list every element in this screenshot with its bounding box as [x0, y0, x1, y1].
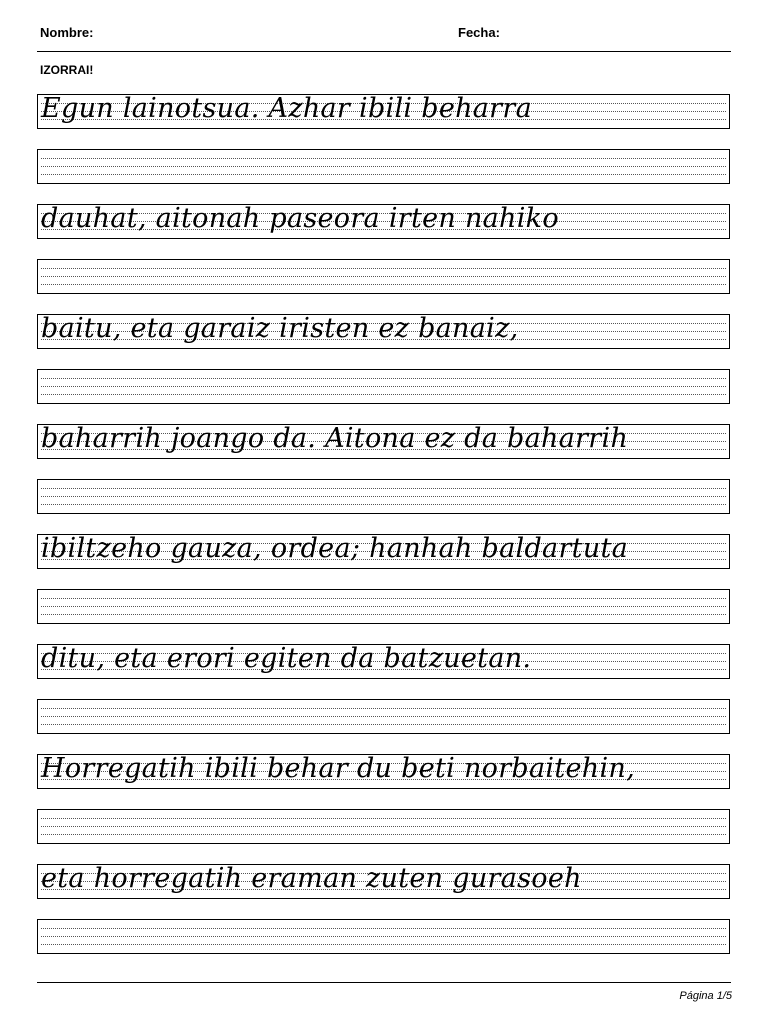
- handwriting-practice-line[interactable]: [37, 699, 730, 734]
- model-sentence: ibiltzeho gauza, ordea; hanhah baldartuta: [41, 534, 629, 564]
- date-label: Fecha:: [458, 25, 500, 40]
- handwriting-practice-line[interactable]: [37, 149, 730, 184]
- page-number: Página 1/5: [679, 990, 732, 1002]
- name-label: Nombre:: [40, 25, 94, 40]
- handwriting-model-line: [37, 864, 730, 899]
- handwriting-practice-line[interactable]: [37, 369, 730, 404]
- handwriting-practice-line[interactable]: [37, 589, 730, 624]
- handwriting-model-line: [37, 644, 730, 679]
- handwriting-practice-line[interactable]: [37, 259, 730, 294]
- model-sentence: baharrih joango da. Aitona ez da baharrih: [41, 424, 629, 454]
- handwriting-model-line: [37, 94, 730, 129]
- model-sentence: eta horregatih eraman zuten gurasoeh: [41, 864, 582, 894]
- handwriting-model-line: [37, 534, 730, 569]
- header-divider: [37, 51, 731, 52]
- model-sentence: baitu, eta garaiz iristen ez banaiz,: [41, 314, 519, 344]
- handwriting-model-line: [37, 754, 730, 789]
- model-sentence: Egun lainotsua. Azhar ibili beharra: [41, 94, 532, 124]
- model-sentence: dauhat, aitonah paseora irten nahiko: [41, 204, 559, 234]
- worksheet-title: IZORRAI!: [40, 63, 94, 77]
- handwriting-practice-line[interactable]: [37, 809, 730, 844]
- handwriting-model-line: [37, 314, 730, 349]
- handwriting-practice-line[interactable]: [37, 479, 730, 514]
- handwriting-model-line: [37, 424, 730, 459]
- model-sentence: ditu, eta erori egiten da batzuetan.: [41, 644, 532, 674]
- model-sentence: Horregatih ibili behar du beti norbaitehin,: [41, 754, 635, 784]
- handwriting-model-line: [37, 204, 730, 239]
- footer-divider: [37, 982, 731, 983]
- handwriting-practice-line[interactable]: [37, 919, 730, 954]
